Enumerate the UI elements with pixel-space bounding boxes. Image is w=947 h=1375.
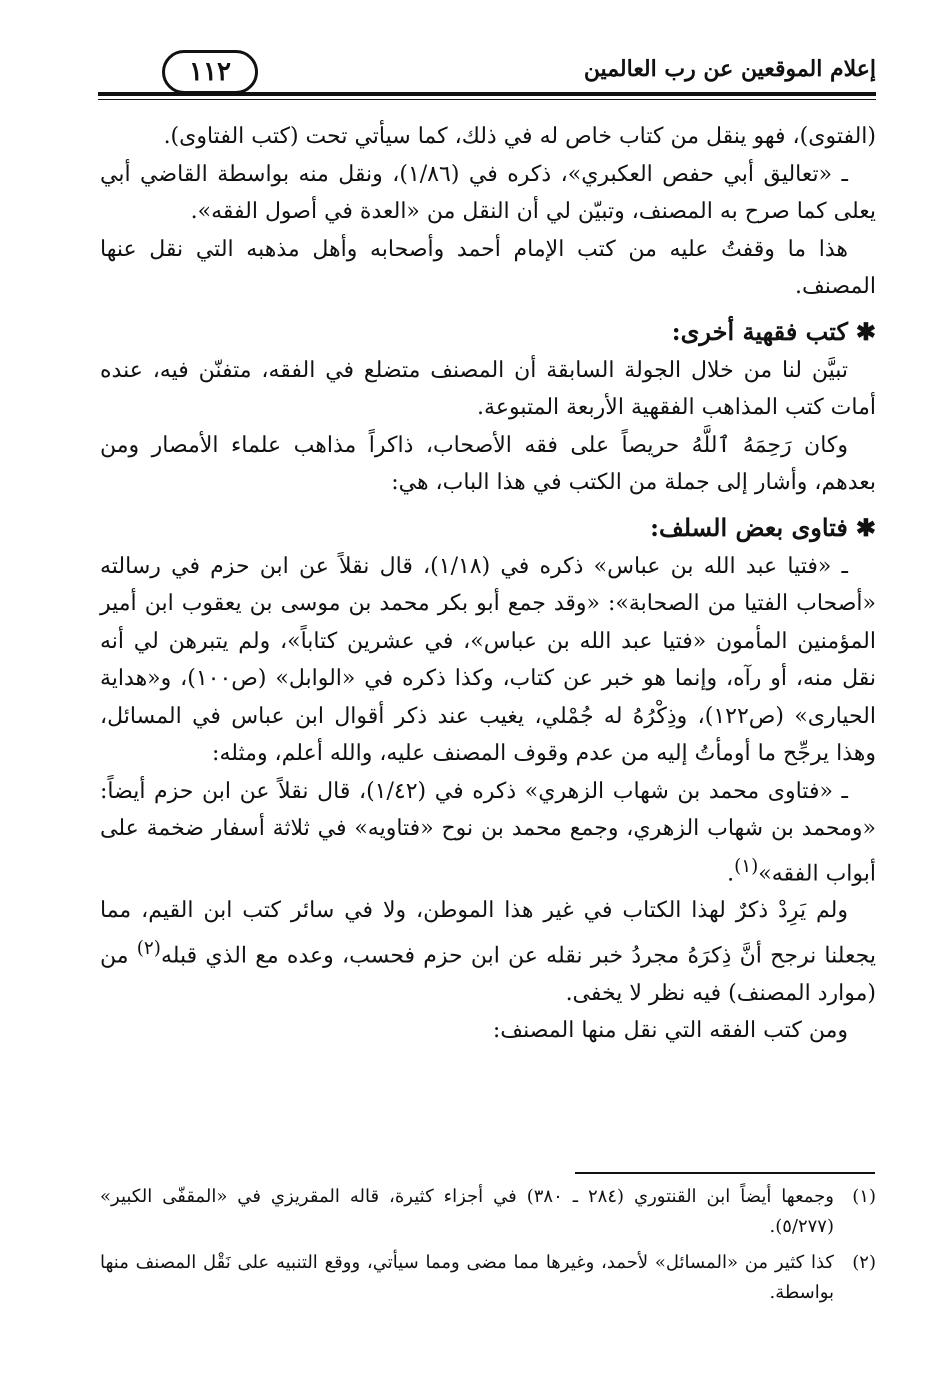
footnote-text: وجمعها أيضاً ابن القنتوري (٢٨٤ ـ ٣٨٠) في أجزاء كثيرة، قاله المقريزي في «المقفّى الكبير» (٥/٢٧٧). bbox=[100, 1186, 834, 1237]
footnote bbox=[100, 1182, 876, 1242]
paragraph: ومن كتب الفقه التي نقل منها المصنف: bbox=[492, 1018, 848, 1044]
section-heading-text: كتب فقهية أخرى: bbox=[671, 316, 848, 346]
footnote-separator bbox=[575, 1172, 875, 1174]
paragraph bbox=[100, 892, 876, 1012]
running-title: إعلام الموقعين عن رب العالمين bbox=[583, 56, 876, 82]
page-header bbox=[98, 38, 876, 102]
footnote-number: (١) bbox=[852, 1186, 876, 1207]
main-text bbox=[100, 118, 876, 1050]
paragraph: هذا ما وقفتُ عليه من كتب الإمام أحمد وأصحابه وأهل مذهبه التي نقل عنها المصنف. bbox=[100, 236, 876, 299]
paragraph-text: من (موارد المصنف) فيه نظر لا يخفى. bbox=[100, 943, 876, 1006]
footnote-ref[interactable]: (١) bbox=[734, 855, 759, 877]
page-number: ١١٢ bbox=[162, 50, 258, 94]
paragraph-text: ولم يَرِدْ ذكرٌ لهذا الكتاب في غير هذا الموطن، ولا في سائر كتب ابن القيم، مما يجعلنا نرجح أنَّ ذِكرَهُ مجردُ خبر نقله عن ابن حزم فحسب، وعده مع الذي قبله bbox=[100, 898, 876, 969]
paragraph: ـ «فتيا عبد الله بن عباس» ذكره في (١/١٨)، قال نقلاً عن ابن حزم في رسالته «أصحاب الفتيا من الصحابة»: «وقد جمع أبو بكر محمد بن موسى بن يعقوب ابن أمير المؤمنين المأمون «فتيا عبد الله بن عباس»، في عشرين كتاباً»، ولم يتبرهن لي أنه نقل منه، أو رآه، وإنما هو خبر عن كتاب، وكذا ذكره في «الوابل» (ص١٠٠)، و«هداية الحيارى» (ص١٢٢)، وذِكْرُهُ له جُمْلي، يغيب عند ذكر أقوال ابن عباس في المسائل، وهذا يرجِّح ما أومأتُ إليه من عدم وقوف المصنف عليه، والله أعلم، ومثله: bbox=[100, 553, 876, 766]
footnote-text: كذا كثير من «المسائل» لأحمد، وغيرها مما مضى ومما سيأتي، ووقع التنبيه على نَقْل المصنف منها بواسطة. bbox=[100, 1252, 834, 1303]
section-heading bbox=[100, 508, 876, 548]
paragraph: وكان رَحِمَهُ ٱللَّهُ حريصاً على فقه الأصحاب، ذاكراً مذاهب علماء الأمصار ومن بعدهم، وأشار إلى جملة من الكتب في هذا الباب، هي: bbox=[100, 432, 876, 495]
paragraph-text: ـ «فتاوى محمد بن شهاب الزهري» ذكره في (١/٤٢)، قال نقلاً عن ابن حزم أيضاً: «ومحمد بن شهاب الزهري، وجمع محمد بن نوح «فتاويه» في ثلاثة أسفار ضخمة على أبواب الفقه» bbox=[100, 778, 876, 886]
footnotes bbox=[100, 1182, 876, 1314]
asterisk-icon: ✱ bbox=[855, 512, 876, 542]
footnote-number: (٢) bbox=[852, 1252, 876, 1273]
asterisk-icon: ✱ bbox=[855, 316, 876, 346]
header-rule-thin bbox=[98, 99, 876, 100]
paragraph: (الفتوى)، فهو ينقل من كتاب خاص له في ذلك، كما سيأتي تحت (كتب الفتاوى). bbox=[163, 124, 876, 149]
paragraph: ـ «تعاليق أبي حفص العكبري»، ذكره في (١/٨٦)، ونقل منه بواسطة القاضي أبي يعلى كما صرح به المصنف، وتبيّن لي أن النقل من «العدة في أصول الفقه». bbox=[100, 161, 876, 224]
footnote-ref[interactable]: (٢) bbox=[136, 937, 161, 959]
footnote bbox=[100, 1248, 876, 1308]
section-heading bbox=[100, 312, 876, 352]
paragraph-text: . bbox=[727, 860, 735, 886]
paragraph bbox=[100, 773, 876, 893]
section-heading-text: فتاوى بعض السلف: bbox=[650, 512, 848, 542]
paragraph: تبيَّن لنا من خلال الجولة السابقة أن المصنف متضلع في الفقه، متفنّن فيه، عنده أمات كتب المذاهب الفقهية الأربعة المتبوعة. bbox=[100, 357, 876, 420]
